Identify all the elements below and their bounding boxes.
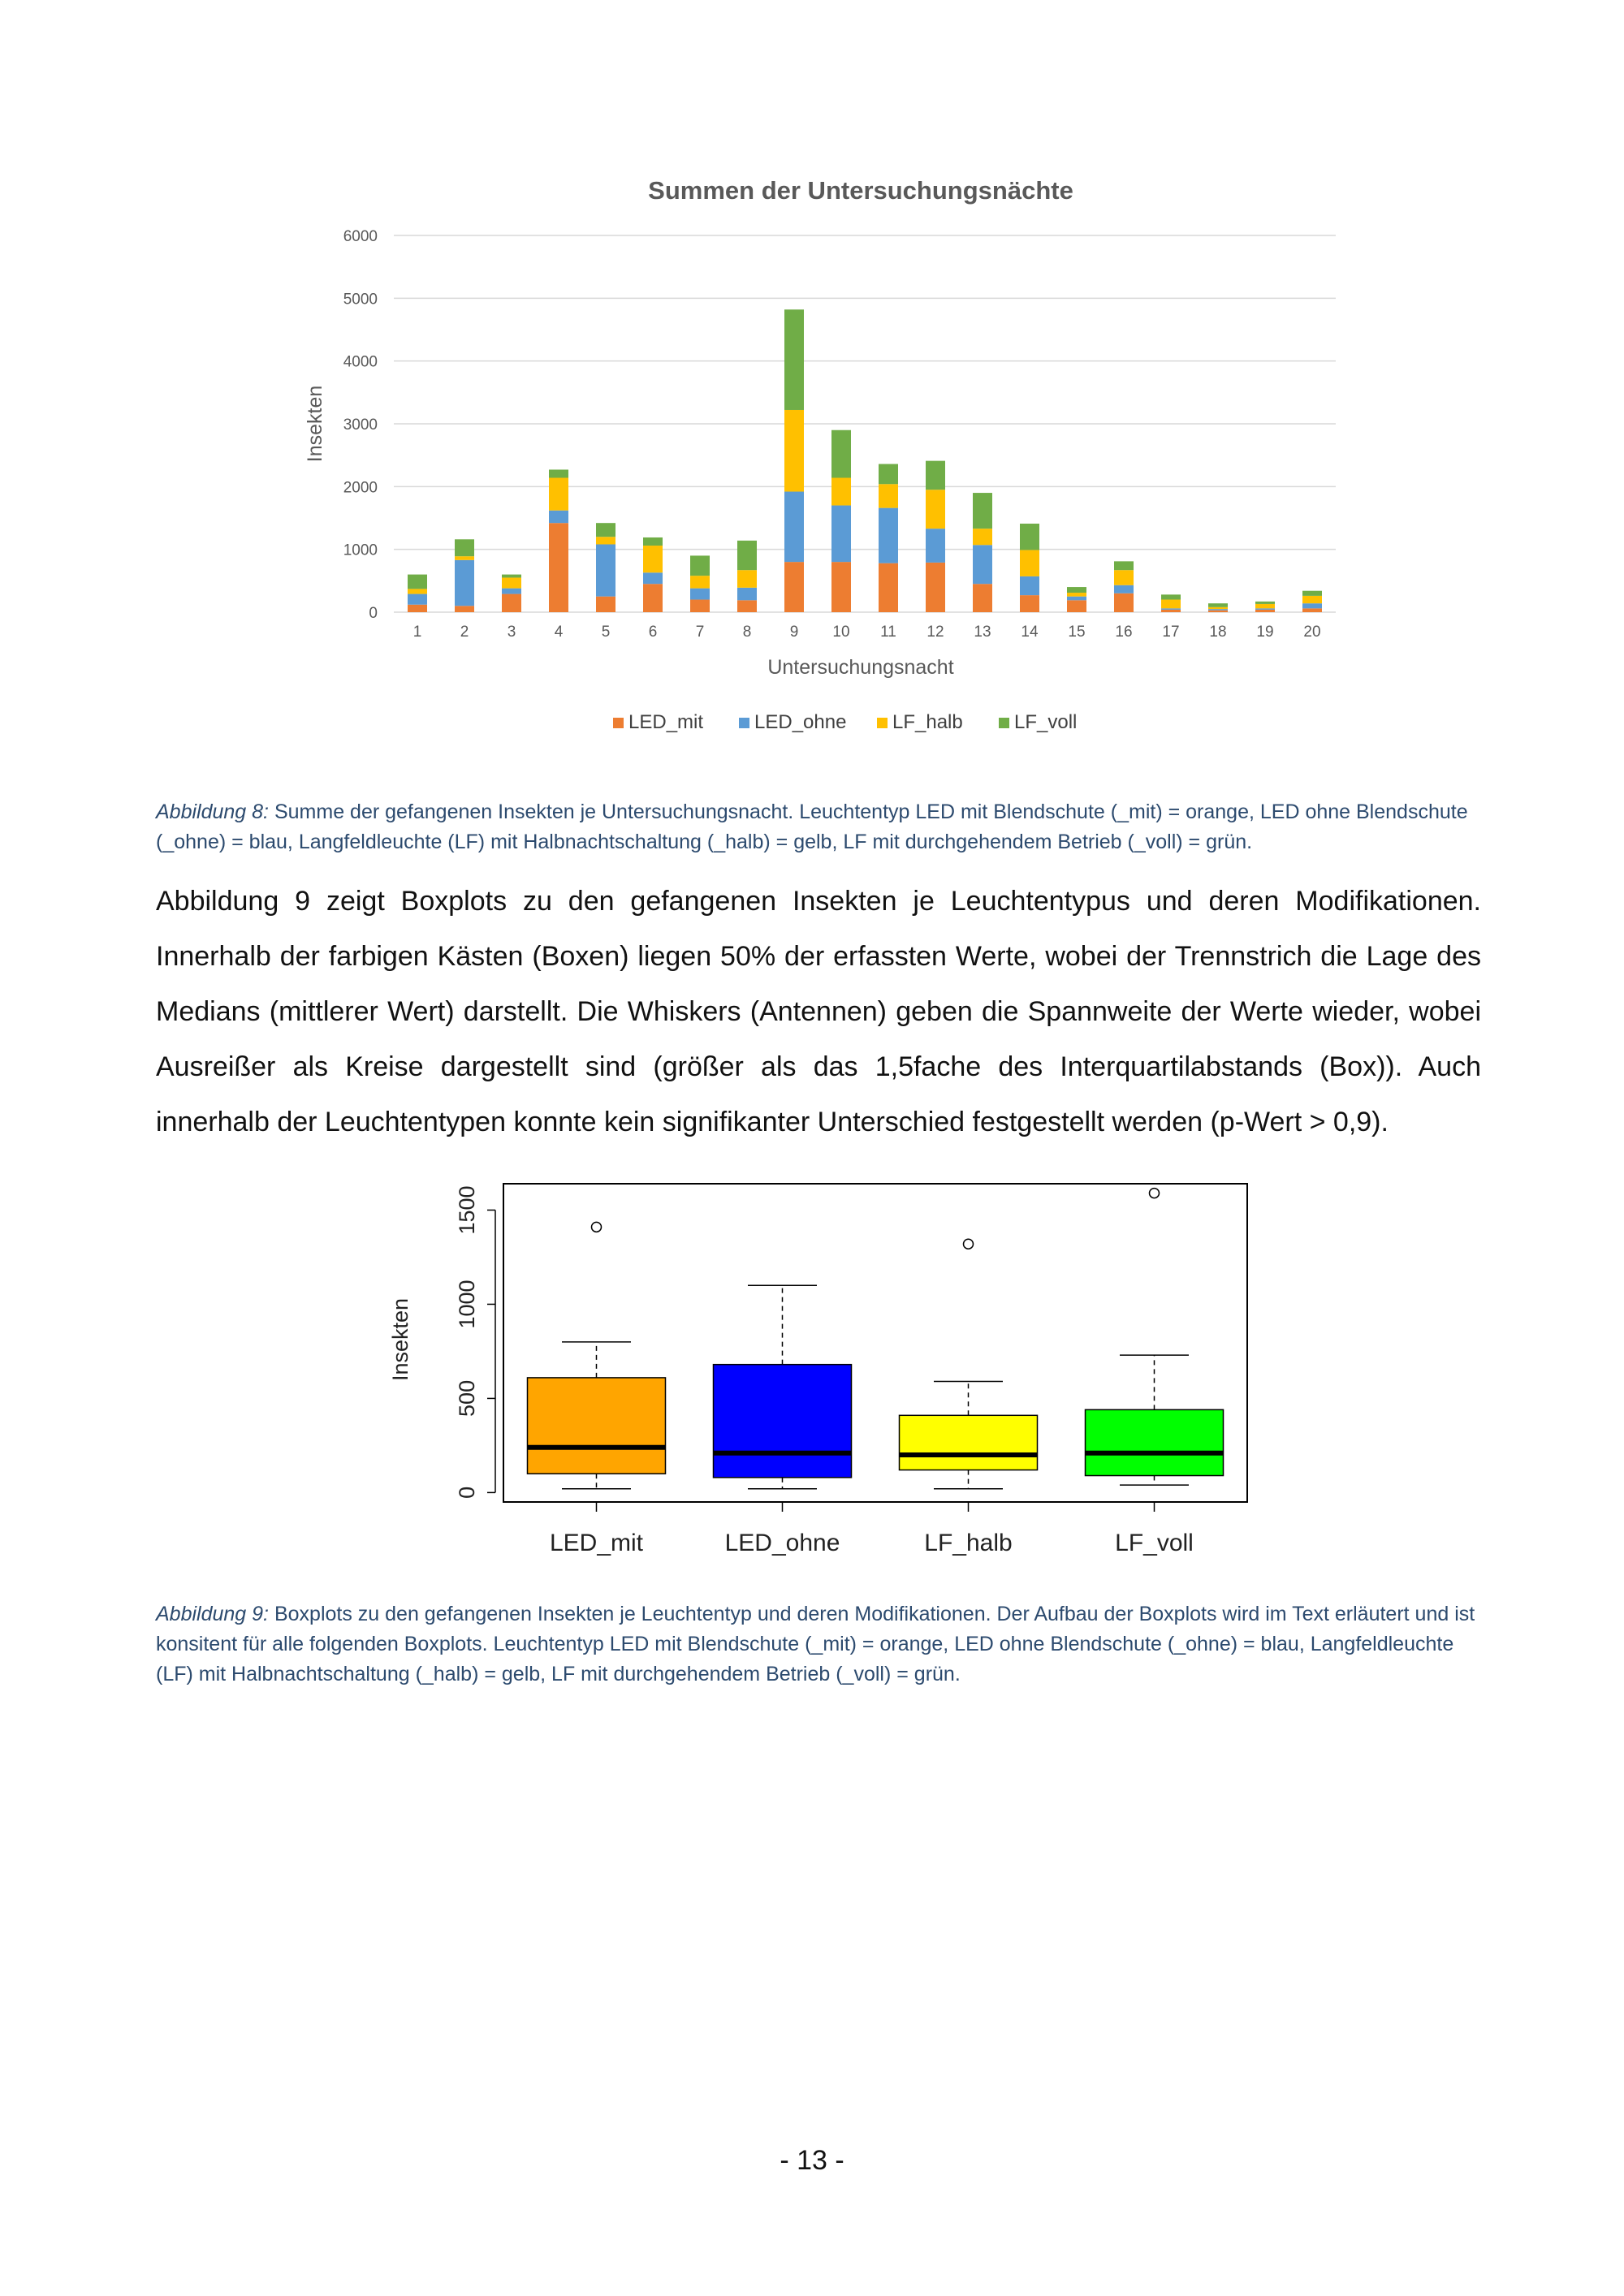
bar-segment (549, 478, 568, 511)
bar-segment (1208, 603, 1228, 607)
bar-segment (1302, 608, 1322, 612)
bar-segment (1114, 593, 1134, 612)
bar-segment (926, 529, 945, 563)
bar-segment (1114, 570, 1134, 585)
bar-segment (1208, 609, 1228, 611)
bar-segment (596, 544, 615, 596)
box (900, 1415, 1038, 1470)
legend-swatch (877, 718, 888, 728)
legend-label: LED_ohne (754, 711, 847, 733)
bar-segment (643, 572, 663, 584)
bar-segment (1255, 608, 1275, 610)
y-tick-label: 6000 (343, 228, 378, 245)
x-tick-label: 6 (648, 624, 658, 641)
y-tick-label: 1500 (455, 1185, 479, 1235)
body-paragraph: Abbildung 9 zeigt Boxplots zu den gefangenen Insekten je Leuchtentypus und deren Modifikationen. Innerhalb der farbigen Kästen (Boxen) liegen 50% der erfassten Werte, wobei der Trennstrich die Lage des Medians (mittlerer Wert) darstellt. Die Whiskers (Antennen) geben die Spannweite der Werte wieder, wobei Ausreißer als Kreise dargestellt sind (größer als das 1,5fache des Interquartilabstands (Box)). Auch innerhalb der Leuchtentypen konnte kein signifikanter Unterschied festgestellt werden (p-Wert > 0,9). (156, 886, 1481, 1137)
bar-segment (1020, 524, 1039, 550)
bar-segment (1208, 607, 1228, 609)
bar-segment (831, 478, 851, 506)
bar-segment (784, 492, 804, 563)
bar-segment (455, 606, 474, 612)
bar-segment (1114, 585, 1134, 593)
bar-segment (784, 410, 804, 492)
x-tick-label: 10 (832, 624, 850, 641)
bar-segment (737, 570, 757, 588)
bar-segment (879, 464, 898, 484)
bar-segment (643, 584, 663, 612)
bar-segment (1302, 591, 1322, 596)
bar-segment (926, 563, 945, 612)
x-tick-label: 14 (1021, 624, 1039, 641)
figure-8-caption-text: Summe der gefangenen Insekten je Untersuchungsnacht. Leuchtentyp LED mit Blendschute (_mit) = orange, LED ohne Blendschute (_ohne) = blau, Langfeldleuchte (LF) mit Halbnachtschaltung (_halb) = gelb, LF mit durchgehendem Betrieb (_voll) = grün. (156, 801, 1468, 853)
y-tick-label: 5000 (343, 291, 378, 309)
figure-9-caption-text: Boxplots zu den gefangenen Insekten je Leuchtentyp und deren Modifikationen. Der Aufbau der Boxplots wird im Text erläutert und ist konsitent für alle folgenden Boxplots. Leuchtentyp LED mit Blendschute (_mit) = orange, LED ohne Blendschute (_ohne) = blau, Langfeldleuchte (LF) mit Halbnachtschaltung (_halb) = gelb, LF mit durchgehendem Betrieb (_voll) = grün. (156, 1603, 1475, 1685)
x-tick-label: LED_mit (549, 1530, 644, 1556)
bar-segment (643, 537, 663, 546)
x-tick-label: 9 (789, 624, 799, 641)
y-axis-label: Insekten (388, 1297, 412, 1382)
x-tick-label: 15 (1068, 624, 1086, 641)
bar-segment (502, 577, 521, 588)
y-axis-label: Insekten (304, 385, 326, 463)
bar-segment (643, 546, 663, 572)
y-tick-label: 1000 (455, 1280, 479, 1329)
bar-segment (1067, 593, 1086, 597)
bar-segment (502, 589, 521, 594)
bar-segment (596, 523, 615, 537)
chart-title: Summen der Untersuchungsnächte (648, 176, 1073, 205)
bar-segment (973, 529, 992, 545)
bar-segment (973, 545, 992, 584)
bar-segment (1161, 600, 1181, 609)
bar-segment (690, 576, 710, 588)
bar-segment (1161, 594, 1181, 599)
bar-segment (1302, 603, 1322, 608)
figure-8-caption-label: Abbildung 8: (156, 801, 270, 823)
figure-9-caption-label: Abbildung 9: (156, 1603, 270, 1625)
bar-segment (1255, 602, 1275, 604)
bar-segment (596, 537, 615, 544)
bar-segment (737, 600, 757, 612)
bar-segment (926, 490, 945, 529)
bar-segment (831, 562, 851, 612)
y-tick-label: 2000 (343, 479, 378, 497)
x-tick-label: 1 (412, 624, 422, 641)
x-tick-label: 16 (1115, 624, 1133, 641)
boxplot-chart (357, 1161, 1267, 1583)
bar-segment (1161, 610, 1181, 612)
x-tick-label: 17 (1162, 624, 1180, 641)
bar-segment (549, 511, 568, 523)
bar-segment (879, 508, 898, 563)
figure-9-caption (156, 1599, 1481, 1690)
bar-segment (596, 597, 615, 612)
bar-segment (1020, 595, 1039, 612)
x-tick-label: LF_voll (1115, 1530, 1194, 1556)
bar-segment (408, 575, 427, 589)
bar-segment (549, 523, 568, 612)
y-tick-label: 1000 (343, 542, 378, 559)
x-tick-label: 18 (1209, 624, 1227, 641)
box (714, 1365, 852, 1478)
bar-segment (1161, 608, 1181, 610)
bar-segment (502, 594, 521, 612)
bar-segment (455, 556, 474, 560)
bar-segment (1302, 596, 1322, 603)
bar-segment (502, 575, 521, 578)
x-tick-label: 8 (742, 624, 752, 641)
outlier-point (592, 1222, 602, 1232)
x-tick-label: 4 (554, 624, 564, 641)
bar-segment (408, 605, 427, 612)
bar-segment (1208, 611, 1228, 612)
bar-segment (1020, 550, 1039, 576)
bar-segment (1067, 587, 1086, 593)
bar-segment (973, 493, 992, 529)
legend-swatch (999, 718, 1009, 728)
bar-segment (879, 484, 898, 507)
x-tick-label: 2 (460, 624, 469, 641)
bar-segment (1255, 610, 1275, 612)
bar-segment (737, 541, 757, 570)
x-tick-label: 5 (601, 624, 611, 641)
outlier-point (1150, 1189, 1160, 1198)
legend-label: LF_halb (892, 711, 963, 733)
y-tick-label: 3000 (343, 416, 378, 434)
stacked-bar-chart (292, 162, 1364, 755)
bar-segment (408, 589, 427, 593)
page-number: - 13 - (780, 2145, 844, 2176)
bar-segment (737, 588, 757, 600)
bar-segment (1067, 600, 1086, 612)
x-tick-label: 20 (1303, 624, 1321, 641)
legend-label: LED_mit (628, 711, 704, 733)
y-tick-label: 0 (455, 1486, 479, 1499)
x-tick-label: 11 (880, 624, 896, 641)
figure-8-caption (156, 797, 1481, 857)
x-axis-label: Untersuchungsnacht (767, 656, 954, 679)
bar-segment (690, 555, 710, 576)
bar-segment (690, 600, 710, 612)
x-tick-label: 13 (974, 624, 991, 641)
bar-segment (690, 589, 710, 600)
legend-swatch (613, 718, 624, 728)
box (1086, 1409, 1224, 1475)
x-tick-label: 3 (507, 624, 516, 641)
x-tick-label: 12 (926, 624, 944, 641)
x-tick-label: 7 (695, 624, 705, 641)
bar-segment (455, 539, 474, 556)
bar-segment (1114, 561, 1134, 570)
bar-segment (455, 560, 474, 606)
bar-segment (879, 563, 898, 612)
bar-segment (784, 562, 804, 612)
x-tick-label: LF_halb (924, 1530, 1013, 1556)
box (528, 1378, 666, 1474)
legend-swatch (739, 718, 749, 728)
bar-segment (408, 594, 427, 605)
bar-segment (1020, 576, 1039, 595)
bar-segment (926, 461, 945, 490)
outlier-point (964, 1239, 974, 1249)
y-tick-label: 500 (455, 1379, 479, 1417)
legend-label: LF_voll (1014, 711, 1078, 733)
y-tick-label: 0 (369, 605, 378, 622)
bar-segment (831, 506, 851, 563)
x-tick-label: 19 (1256, 624, 1274, 641)
bar-segment (973, 584, 992, 612)
bar-segment (831, 430, 851, 478)
bar-segment (549, 469, 568, 477)
y-tick-label: 4000 (343, 353, 378, 371)
x-tick-label: LED_ohne (724, 1530, 840, 1556)
bar-segment (1255, 604, 1275, 608)
bar-segment (1067, 597, 1086, 601)
bar-segment (784, 309, 804, 410)
